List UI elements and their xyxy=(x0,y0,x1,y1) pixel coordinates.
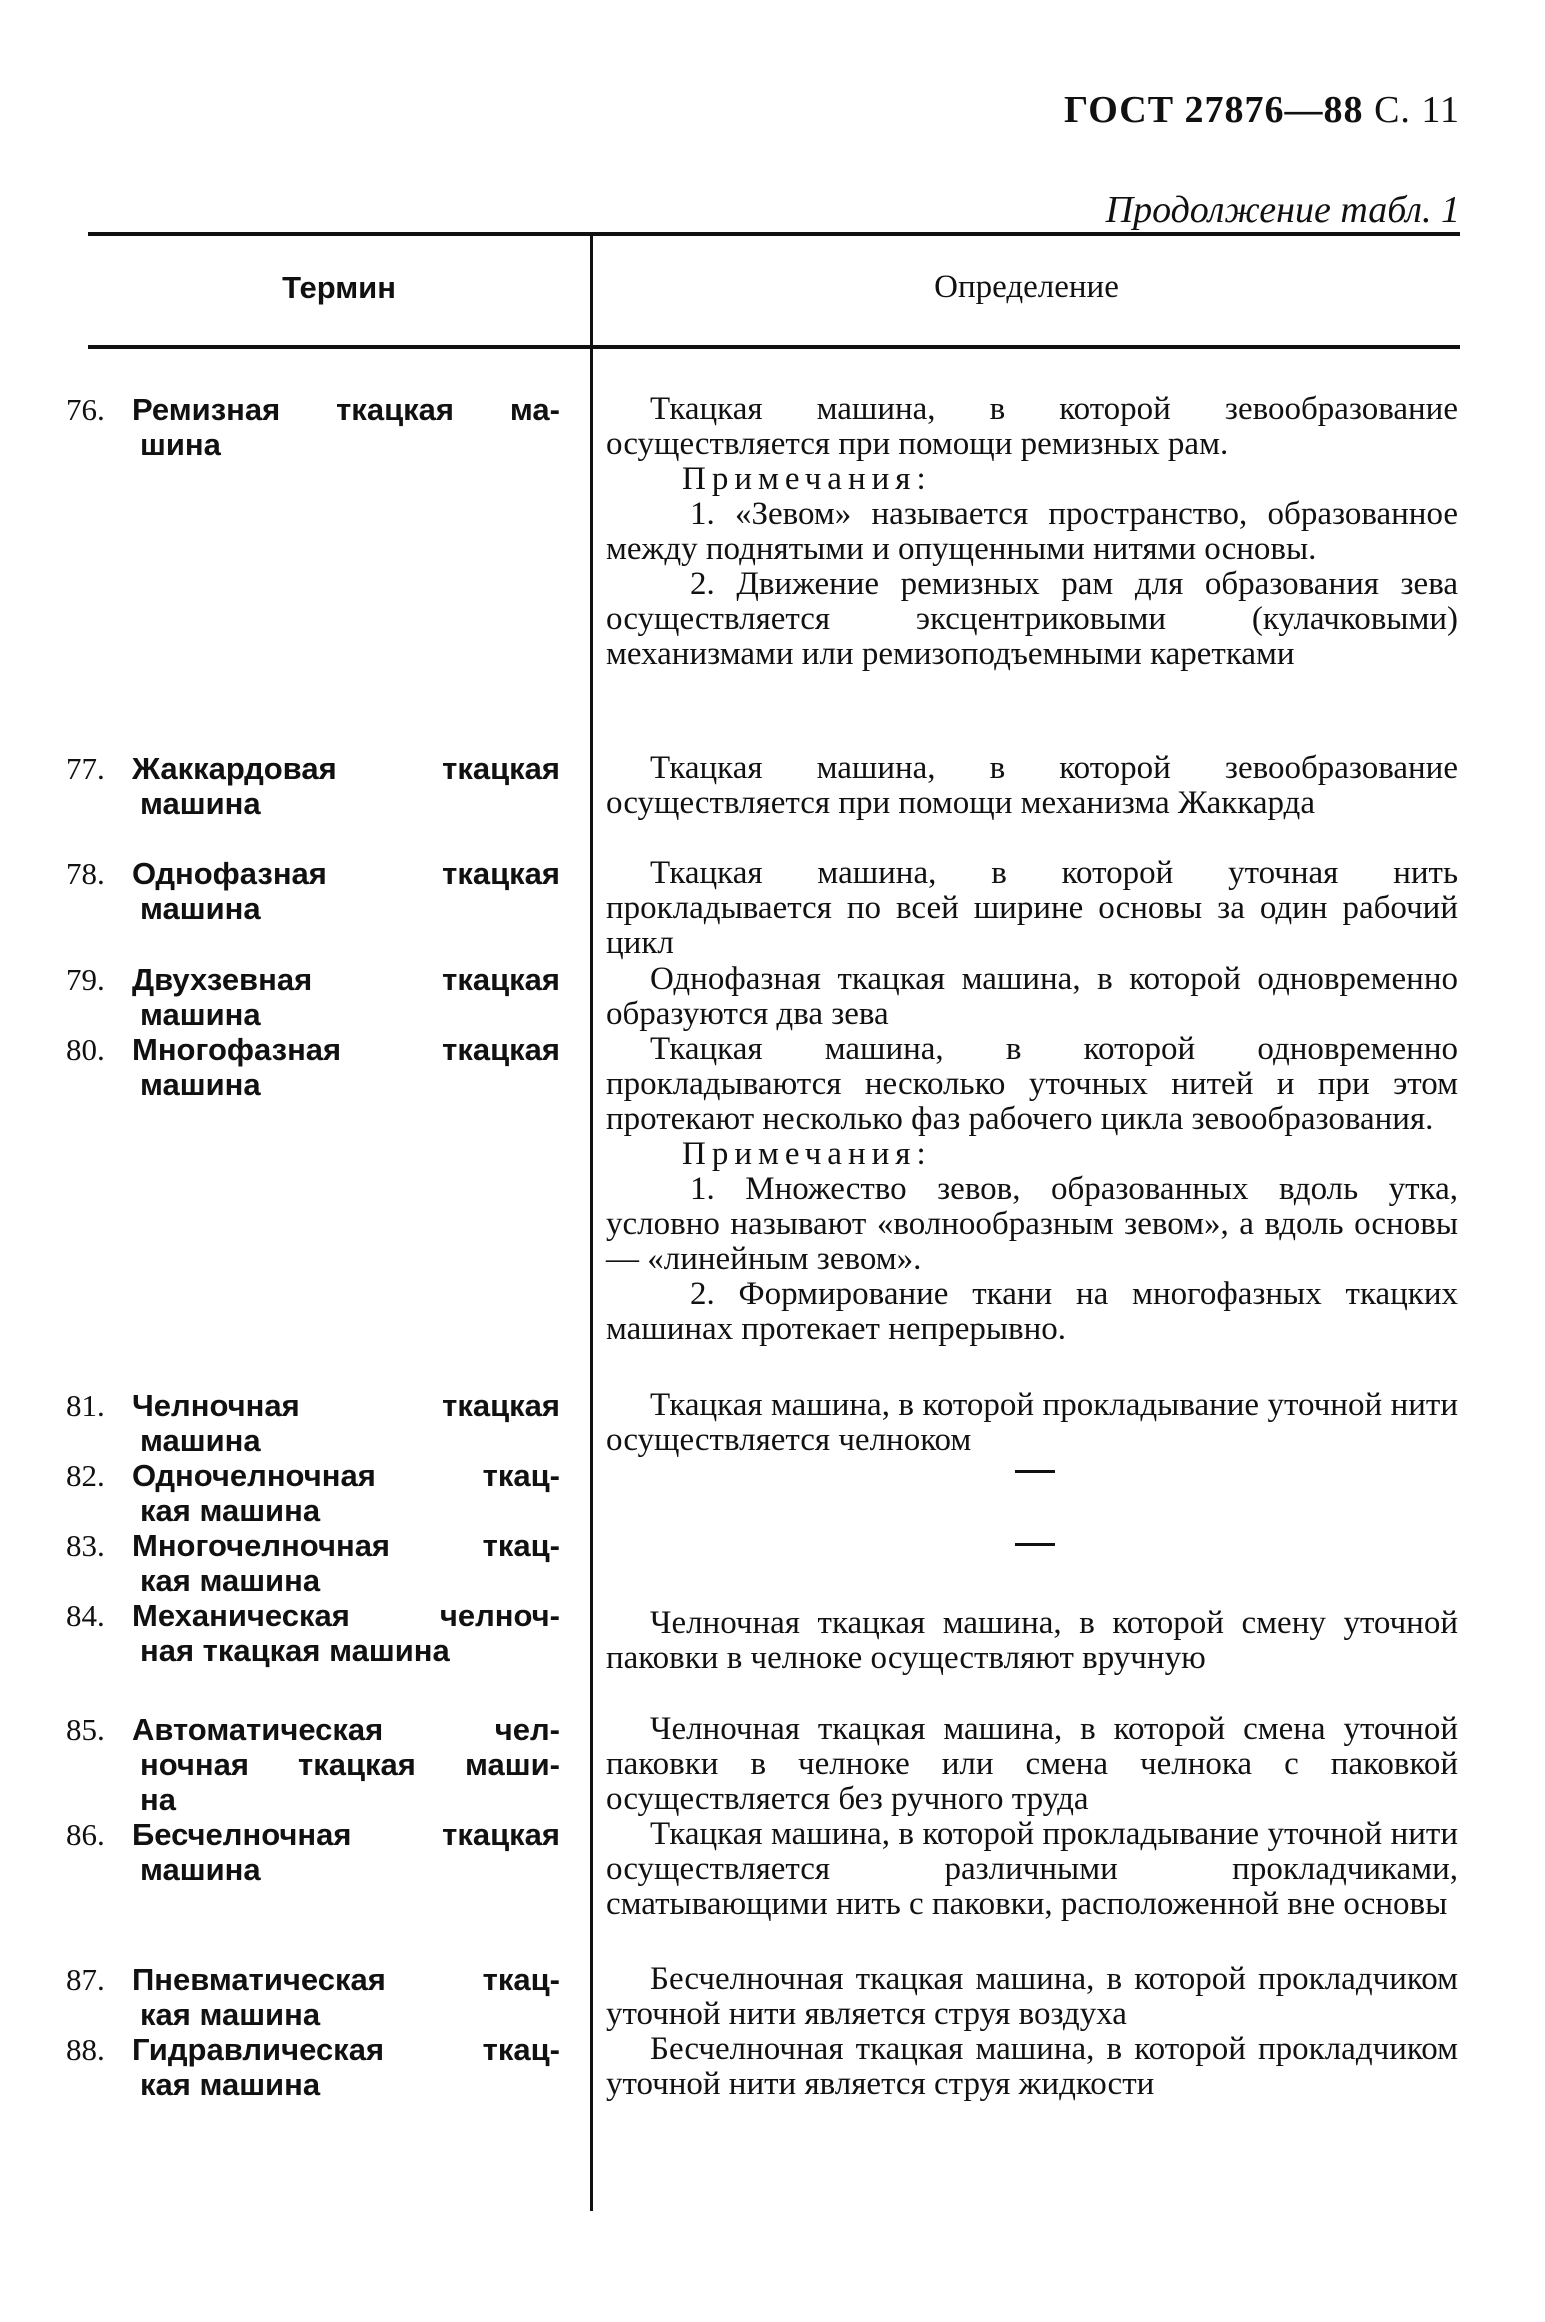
term-cell xyxy=(66,392,560,462)
term-text: машина xyxy=(140,997,261,1032)
term-text: Одночелночная ткац- xyxy=(132,1458,560,1493)
term-cell xyxy=(66,1712,560,1817)
definition-text: Ткацкая машина, в которой прокладывание уточной нити осуществляется различными прокладчиками, сматывающими нить с паковки, расположенной вне основы xyxy=(606,1816,1458,1922)
term-text: Гидравлическая ткац- xyxy=(132,2032,560,2067)
note-text: 2. Движение ремизных рам для образования зева осуществляется эксцентриковыми (кулачковыми) механизмами или ремизоподъемными каретками xyxy=(606,566,1458,672)
definition-text: Бесчелночная ткацкая машина, в которой прокладчиком уточной нити является струя воздуха xyxy=(606,1961,1458,2032)
table-header-rule xyxy=(88,345,1460,349)
definition-text: Ткацкая машина, в которой зевообразование осуществляется при помощи ремизных рам. xyxy=(606,391,1458,462)
term-text: Однофазная ткацкая xyxy=(132,856,560,891)
term-number: 76. xyxy=(66,392,105,427)
term-text: машина xyxy=(140,891,261,926)
definition-cell xyxy=(606,962,1458,1032)
definition-text: Ткацкая машина, в которой зевообразование осуществляется при помощи механизма Жаккарда xyxy=(606,750,1458,821)
note-text: 2. Формирование ткани на многофазных ткацких машинах протекает непрерывно. xyxy=(606,1276,1458,1347)
term-text: Пневматическая ткац- xyxy=(132,1962,560,1997)
term-number: 82. xyxy=(66,1458,105,1493)
empty-definition-dash xyxy=(1015,1543,1055,1546)
definition-cell xyxy=(606,1032,1458,1347)
term-cell xyxy=(66,856,560,926)
term-text: ночная ткацкая маши- xyxy=(140,1747,560,1782)
empty-definition-dash xyxy=(1015,1470,1055,1473)
term-number: 80. xyxy=(66,1032,105,1067)
definition-text: Ткацкая машина, в которой одновременно прокладываются несколько уточных нитей и при этом протекают несколько фаз рабочего цикла зевообразования. xyxy=(606,1031,1458,1137)
term-text: Многофазная ткацкая xyxy=(132,1032,560,1067)
table-top-rule xyxy=(88,232,1460,236)
definition-cell xyxy=(606,856,1458,961)
note-text: 1. Множество зевов, образованных вдоль утка, условно называют «волнообразным зевом», а вдоль основы — «линейным зевом». xyxy=(606,1171,1458,1277)
term-number: 88. xyxy=(66,2032,105,2067)
document-code: ГОСТ 27876—88 xyxy=(1064,89,1364,131)
definition-text: Ткацкая машина, в которой уточная нить прокладывается по всей ширине основы за один рабочий цикл xyxy=(606,855,1458,961)
term-number: 84. xyxy=(66,1598,105,1633)
term-text: Механическая челноч- xyxy=(132,1598,560,1633)
term-text: Автоматическая чел- xyxy=(132,1712,560,1747)
page-number: С. 11 xyxy=(1374,89,1460,131)
definition-text: Челночная ткацкая машина, в которой смену уточной паковки в челноке осуществляют вручную xyxy=(606,1605,1458,1676)
term-number: 77. xyxy=(66,751,105,786)
term-text: Бесчелночная ткацкая xyxy=(132,1817,560,1852)
term-text: Ремизная ткацкая ма- xyxy=(132,392,560,427)
term-text: кая машина xyxy=(140,1493,321,1528)
term-number: 87. xyxy=(66,1962,105,1997)
term-text: ная ткацкая машина xyxy=(140,1633,450,1668)
column-header-definition: Определение xyxy=(934,269,1119,305)
body-column-divider xyxy=(590,349,593,2211)
term-number: 78. xyxy=(66,856,105,891)
term-number: 85. xyxy=(66,1712,105,1747)
term-text: шина xyxy=(140,427,221,462)
term-cell xyxy=(66,1528,560,1598)
term-number: 79. xyxy=(66,962,105,997)
term-text: машина xyxy=(140,1067,261,1102)
term-text: на xyxy=(140,1782,176,1817)
definition-cell xyxy=(606,751,1458,821)
notes-title: Примечания: xyxy=(682,1136,932,1172)
note-text: 1. «Зевом» называется пространство, образованное между поднятыми и опущенными нитями основы. xyxy=(606,496,1458,567)
term-text: Жаккардовая ткацкая xyxy=(132,751,560,786)
term-cell xyxy=(66,1962,560,2032)
term-cell xyxy=(66,1388,560,1458)
definition-cell xyxy=(606,392,1458,672)
term-text: Челночная ткацкая xyxy=(132,1388,560,1423)
definition-text: Челночная ткацкая машина, в которой смена уточной паковки в челноке или смена челнока с паковкой осуществляется без ручного труда xyxy=(606,1711,1458,1817)
term-text: машина xyxy=(140,1852,261,1887)
notes-title: Примечания: xyxy=(682,461,932,497)
term-text: кая машина xyxy=(140,1997,321,2032)
definition-text: Бесчелночная ткацкая машина, в которой прокладчиком уточной нити является струя жидкости xyxy=(606,2031,1458,2102)
term-number: 86. xyxy=(66,1817,105,1852)
column-header-term: Термин xyxy=(282,270,396,305)
term-text: машина xyxy=(140,1423,261,1458)
term-number: 81. xyxy=(66,1388,105,1423)
term-text: Многочелночная ткац- xyxy=(132,1528,560,1563)
term-cell xyxy=(66,1598,560,1668)
term-text: Двухзевная ткацкая xyxy=(132,962,560,997)
definition-cell xyxy=(606,2032,1458,2102)
term-text: кая машина xyxy=(140,1563,321,1598)
term-cell xyxy=(66,1817,560,1887)
definition-cell xyxy=(606,1817,1458,1922)
term-text: машина xyxy=(140,786,261,821)
term-cell xyxy=(66,2032,560,2102)
definition-cell xyxy=(606,1962,1458,2032)
definition-cell xyxy=(606,1712,1458,1817)
term-number: 83. xyxy=(66,1528,105,1563)
definition-text: Однофазная ткацкая машина, в которой одновременно образуются два зева xyxy=(606,961,1458,1032)
definition-text: Ткацкая машина, в которой прокладывание уточной нити осуществляется челноком xyxy=(606,1387,1458,1458)
page-header xyxy=(1064,88,1460,132)
term-cell xyxy=(66,1458,560,1528)
term-cell xyxy=(66,962,560,1032)
term-cell xyxy=(66,751,560,821)
term-text: кая машина xyxy=(140,2067,321,2102)
definition-cell xyxy=(606,1606,1458,1676)
definition-cell xyxy=(606,1388,1458,1458)
table-caption: Продолжение табл. 1 xyxy=(1105,189,1460,231)
term-cell xyxy=(66,1032,560,1102)
